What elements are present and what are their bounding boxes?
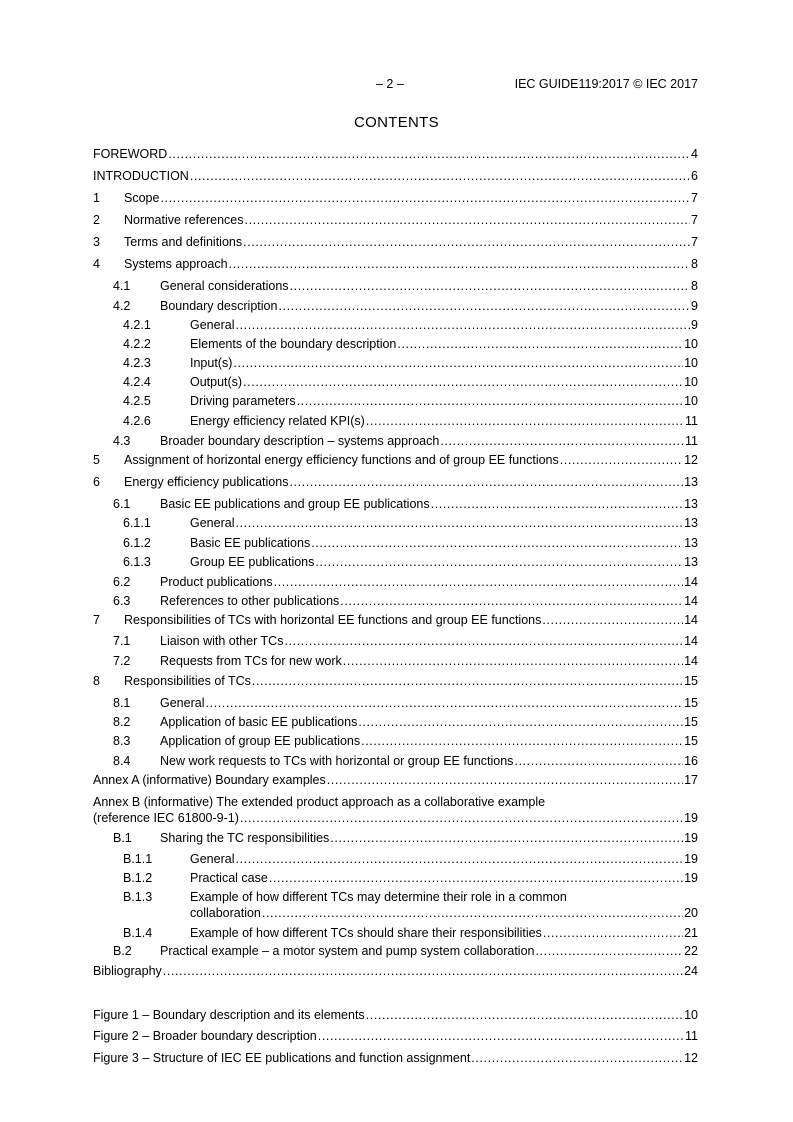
entry-page-number: 8 (691, 257, 698, 271)
toc-entry[interactable] (93, 714, 698, 730)
entry-title: collaboration (190, 906, 261, 920)
entry-page-number: 4 (691, 147, 698, 161)
toc-entry[interactable] (93, 733, 698, 749)
entry-page-number: 15 (684, 696, 698, 710)
dot-leader (361, 733, 683, 749)
entry-page-number: 12 (684, 453, 698, 467)
entry-page-number: 21 (684, 926, 698, 940)
entry-page-number: 10 (684, 375, 698, 389)
entry-page-number: 9 (691, 318, 698, 332)
entry-page-number: 14 (684, 613, 698, 627)
entry-page-number: 11 (685, 414, 698, 428)
entry-title: INTRODUCTION (93, 169, 189, 183)
toc-entry[interactable] (93, 612, 698, 628)
entry-title: Input(s) (190, 356, 233, 370)
entry-page-number: 12 (684, 1051, 698, 1065)
entry-page-number: 19 (684, 811, 698, 825)
entry-page-number: 10 (684, 1008, 698, 1022)
entry-number: 4 (93, 257, 100, 271)
dot-leader (542, 612, 683, 628)
entry-title: Normative references (124, 213, 244, 227)
dot-leader (315, 554, 683, 570)
toc-entry[interactable] (93, 496, 698, 512)
entry-number: 6.2 (113, 575, 131, 589)
entry-number: B.1.3 (123, 890, 153, 904)
dot-leader (274, 574, 684, 590)
toc-entry[interactable] (93, 943, 698, 959)
entry-title: Scope (124, 191, 160, 205)
toc-entry[interactable] (93, 851, 698, 867)
entry-title: Figure 2 – Broader boundary description (93, 1029, 317, 1043)
dot-leader (278, 298, 690, 314)
entry-number: 7 (93, 613, 100, 627)
toc-entry[interactable] (93, 336, 698, 352)
dot-leader (262, 905, 683, 921)
entry-page-number: 22 (684, 944, 698, 958)
entry-number: B.1.4 (123, 926, 153, 940)
entry-title: Broader boundary description – systems approach (160, 434, 440, 448)
entry-number: 4.2.1 (123, 318, 151, 332)
toc-entry[interactable] (93, 474, 698, 490)
dot-leader (240, 810, 683, 826)
dot-leader (205, 695, 683, 711)
dot-leader (431, 496, 683, 512)
toc-entry[interactable] (93, 772, 698, 788)
toc-entry[interactable] (93, 374, 698, 390)
dot-leader (535, 943, 683, 959)
toc-entry[interactable] (93, 256, 698, 272)
toc-entry[interactable] (93, 433, 698, 449)
entry-page-number: 15 (684, 715, 698, 729)
dot-leader (190, 168, 690, 184)
entry-number: 8 (93, 674, 100, 688)
toc-entry[interactable] (93, 593, 698, 609)
entry-page-number: 10 (684, 356, 698, 370)
toc-entry[interactable] (93, 317, 698, 333)
dot-leader (160, 190, 690, 206)
figures-entry[interactable] (93, 1007, 698, 1023)
dot-leader (560, 452, 683, 468)
toc-entry[interactable] (93, 963, 698, 979)
entry-number: B.2 (113, 944, 132, 958)
entry-title: Group EE publications (190, 555, 315, 569)
toc-entry[interactable] (93, 168, 698, 184)
entry-page-number: 7 (691, 213, 698, 227)
dot-leader (366, 1007, 683, 1023)
entry-number: 6.1.3 (123, 555, 151, 569)
entry-title: Boundary description (160, 299, 278, 313)
entry-title: Example of how different TCs may determine their role in a common (190, 890, 567, 904)
toc-entry[interactable] (93, 535, 698, 551)
entry-page-number: 7 (691, 191, 698, 205)
toc-entry[interactable] (93, 673, 698, 689)
document-reference: IEC GUIDE119:2017 © IEC 2017 (514, 77, 698, 91)
entry-page-number: 13 (684, 516, 698, 530)
entry-title: Systems approach (124, 257, 228, 271)
toc-entry[interactable] (93, 753, 698, 769)
entry-title: References to other publications (160, 594, 340, 608)
dot-leader (245, 212, 691, 228)
dot-leader (440, 433, 684, 449)
dot-leader (289, 474, 683, 490)
entry-number: B.1 (113, 831, 132, 845)
entry-page-number: 15 (684, 674, 698, 688)
entry-title: Responsibilities of TCs (124, 674, 251, 688)
entry-title: Energy efficiency publications (124, 475, 289, 489)
dot-leader (235, 515, 683, 531)
entry-page-number: 17 (684, 773, 698, 787)
entry-title: (reference IEC 61800-9-1) (93, 811, 239, 825)
entry-number: 1 (93, 191, 100, 205)
entry-title: Output(s) (190, 375, 243, 389)
entry-title: General considerations (160, 279, 289, 293)
dot-leader (327, 772, 683, 788)
entry-title: New work requests to TCs with horizontal or group EE functions (160, 754, 514, 768)
entry-title: Terms and definitions (124, 235, 243, 249)
toc-entry[interactable] (93, 695, 698, 711)
entry-title: General (190, 516, 235, 530)
entry-page-number: 19 (684, 852, 698, 866)
entry-page-number: 11 (685, 1029, 698, 1043)
entry-number: 2 (93, 213, 100, 227)
dot-leader (284, 633, 683, 649)
dot-leader (163, 963, 683, 979)
entry-page-number: 24 (684, 964, 698, 978)
toc-entry[interactable] (93, 633, 698, 649)
entry-page-number: 15 (684, 734, 698, 748)
dot-leader (243, 234, 690, 250)
entry-title: Product publications (160, 575, 273, 589)
dot-leader (366, 413, 684, 429)
entry-number: 4.2 (113, 299, 131, 313)
entry-title: Energy efficiency related KPI(s) (190, 414, 365, 428)
entry-number: 4.2.2 (123, 337, 151, 351)
entry-page-number: 7 (691, 235, 698, 249)
entry-page-number: 13 (684, 555, 698, 569)
dot-leader (514, 753, 683, 769)
toc-entry[interactable] (93, 393, 698, 409)
entry-title: Figure 3 – Structure of IEC EE publications and function assignment (93, 1051, 471, 1065)
entry-page-number: 9 (691, 299, 698, 313)
dot-leader (340, 593, 683, 609)
dot-leader (290, 278, 691, 294)
entry-number: 4.2.3 (123, 356, 151, 370)
entry-title: General (190, 852, 235, 866)
dot-leader (229, 256, 691, 272)
entry-title: Sharing the TC responsibilities (160, 831, 330, 845)
toc-entry[interactable] (93, 830, 698, 846)
dot-leader (269, 870, 683, 886)
entry-number: 7.2 (113, 654, 131, 668)
entry-title: General (160, 696, 205, 710)
entry-page-number: 14 (684, 654, 698, 668)
toc-entry[interactable] (93, 452, 698, 468)
entry-page-number: 13 (684, 536, 698, 550)
entry-number: 8.4 (113, 754, 131, 768)
dot-leader (330, 830, 683, 846)
entry-page-number: 11 (685, 434, 698, 448)
figures-entry[interactable] (93, 1028, 698, 1044)
entry-title: Basic EE publications and group EE publications (160, 497, 430, 511)
entry-number: 3 (93, 235, 100, 249)
page-header (0, 77, 793, 93)
page-title: CONTENTS (354, 114, 439, 131)
entry-title: Application of basic EE publications (160, 715, 358, 729)
toc-entry[interactable] (93, 146, 698, 162)
entry-page-number: 14 (684, 634, 698, 648)
entry-page-number: 6 (691, 169, 698, 183)
toc-entry[interactable] (93, 870, 698, 886)
dot-leader (233, 355, 683, 371)
entry-number: B.1.2 (123, 871, 153, 885)
entry-number: 6.1.1 (123, 516, 151, 530)
dot-leader (471, 1050, 683, 1066)
toc-entry[interactable] (93, 574, 698, 590)
entry-title: Bibliography (93, 964, 162, 978)
dot-leader (318, 1028, 684, 1044)
entry-title: Driving parameters (190, 394, 296, 408)
entry-page-number: 19 (684, 871, 698, 885)
entry-title: Elements of the boundary description (190, 337, 397, 351)
dot-leader (397, 336, 683, 352)
entry-page-number: 10 (684, 394, 698, 408)
toc-entry[interactable] (93, 413, 698, 429)
entry-title: Practical case (190, 871, 268, 885)
toc-entry[interactable] (93, 278, 698, 294)
entry-title: General (190, 318, 235, 332)
dot-leader (543, 925, 683, 941)
entry-page-number: 20 (684, 906, 698, 920)
page-number: – 2 – (376, 77, 404, 91)
entry-number: 7.1 (113, 634, 131, 648)
entry-title: Liaison with other TCs (160, 634, 284, 648)
entry-title: Practical example – a motor system and pump system collaboration (160, 944, 535, 958)
toc-entry[interactable] (93, 653, 698, 669)
entry-title: Annex A (informative) Boundary examples (93, 773, 326, 787)
entry-page-number: 14 (684, 594, 698, 608)
dot-leader (235, 851, 683, 867)
dot-leader (343, 653, 683, 669)
toc-entry[interactable] (93, 298, 698, 314)
figures-entry[interactable] (93, 1050, 698, 1066)
entry-number: 6 (93, 475, 100, 489)
entry-number: 4.2.6 (123, 414, 151, 428)
entry-number: 8.1 (113, 696, 131, 710)
entry-number: 8.3 (113, 734, 131, 748)
entry-title: Basic EE publications (190, 536, 311, 550)
entry-page-number: 8 (691, 279, 698, 293)
entry-title: FOREWORD (93, 147, 168, 161)
entry-number: 4.2.5 (123, 394, 151, 408)
toc-entry[interactable] (93, 554, 698, 570)
entry-page-number: 13 (684, 497, 698, 511)
entry-number: 6.1 (113, 497, 131, 511)
entry-title: Annex B (informative) The extended product approach as a collaborative example (93, 795, 546, 809)
toc-entry[interactable] (93, 190, 698, 206)
entry-number: 5 (93, 453, 100, 467)
entry-page-number: 14 (684, 575, 698, 589)
entry-page-number: 13 (684, 475, 698, 489)
entry-number: 6.3 (113, 594, 131, 608)
toc-entry[interactable] (93, 234, 698, 250)
dot-leader (243, 374, 683, 390)
dot-leader (297, 393, 684, 409)
entry-number: 4.3 (113, 434, 131, 448)
entry-number: 4.1 (113, 279, 131, 293)
entry-title: Figure 1 – Boundary description and its elements (93, 1008, 365, 1022)
entry-title: Application of group EE publications (160, 734, 361, 748)
dot-leader (252, 673, 683, 689)
toc-entry[interactable] (93, 515, 698, 531)
dot-leader (235, 317, 690, 333)
entry-page-number: 16 (684, 754, 698, 768)
entry-number: B.1.1 (123, 852, 153, 866)
entry-page-number: 19 (684, 831, 698, 845)
dot-leader (311, 535, 683, 551)
entry-title: Responsibilities of TCs with horizontal EE functions and group EE functions (124, 613, 542, 627)
entry-title: Assignment of horizontal energy efficiency functions and of group EE functions (124, 453, 559, 467)
entry-title: Requests from TCs for new work (160, 654, 342, 668)
entry-page-number: 10 (684, 337, 698, 351)
toc-entry[interactable] (93, 925, 698, 941)
entry-number: 4.2.4 (123, 375, 151, 389)
toc-entry[interactable] (93, 212, 698, 228)
entry-title: Example of how different TCs should share their responsibilities (190, 926, 542, 940)
entry-number: 8.2 (113, 715, 131, 729)
toc-entry[interactable] (93, 355, 698, 371)
dot-leader (358, 714, 683, 730)
dot-leader (168, 146, 690, 162)
entry-number: 6.1.2 (123, 536, 151, 550)
